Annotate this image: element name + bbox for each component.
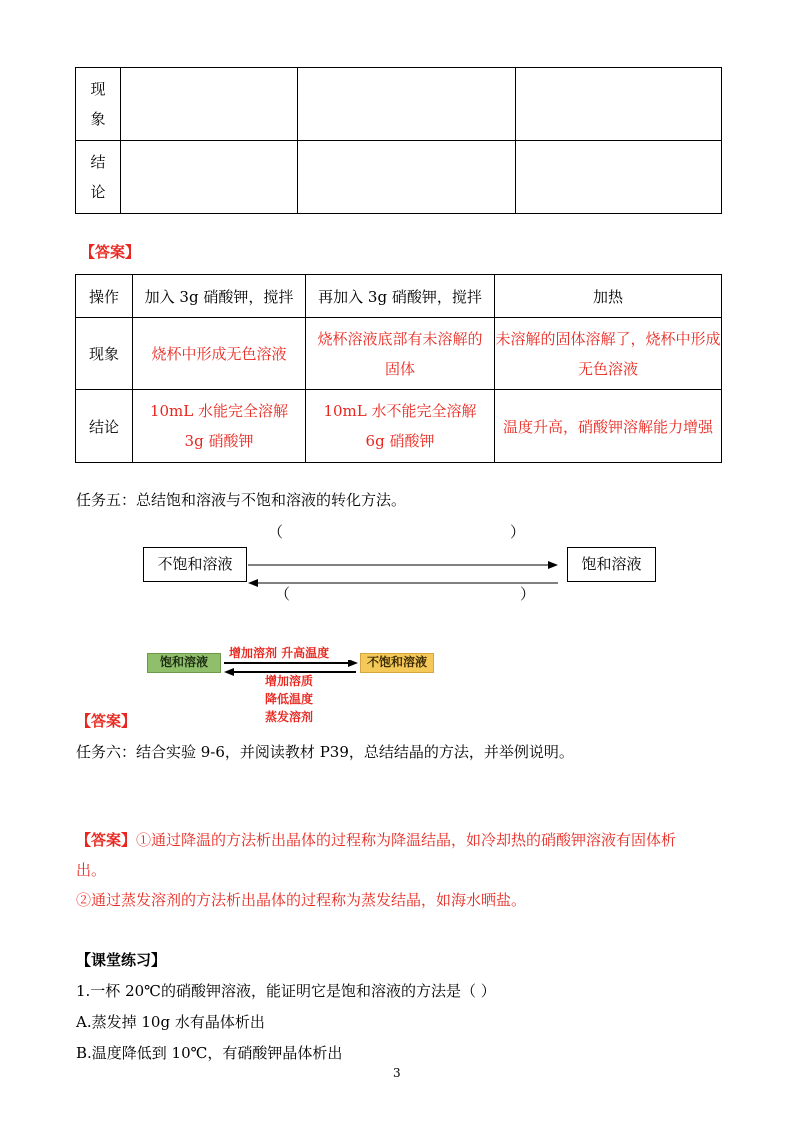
header-add-3g-more: 再加入 3g 硝酸钾，搅拌 <box>306 275 495 318</box>
table-cell: 烧杯中形成无色溶液 <box>133 318 306 390</box>
row-label-conclusion: 结 论 <box>76 141 121 214</box>
unsaturated-tag: 不饱和溶液 <box>360 653 434 673</box>
answer-table <box>75 274 722 463</box>
paren-close: ） <box>520 585 536 603</box>
table-cell: 10mL 水能完全溶解 3g 硝酸钾 <box>133 390 306 463</box>
blank-cell <box>516 68 722 141</box>
answer3-line2: 出。 <box>76 861 107 879</box>
option-a: A.蒸发掉 10g 水有晶体析出 <box>76 1013 265 1031</box>
header-operation: 操作 <box>76 275 133 318</box>
header-heat: 加热 <box>495 275 722 318</box>
header-add-3g: 加入 3g 硝酸钾，搅拌 <box>133 275 306 318</box>
table-cell: 烧杯溶液底部有未溶解的固体 <box>306 318 495 390</box>
paren-close: ） <box>510 523 526 541</box>
blank-cell <box>121 68 298 141</box>
saturated-box: 饱和溶液 <box>567 547 656 582</box>
blank-cell <box>516 141 722 214</box>
paren-open: （ <box>275 585 291 603</box>
task6-text: 任务六：结合实验 9-6，并阅读教材 P39，总结结晶的方法，并举例说明。 <box>76 743 574 761</box>
blank-cell <box>121 141 298 214</box>
answer-label: 【答案】 <box>80 243 141 261</box>
row-label-phenomenon: 现象 <box>76 318 133 390</box>
answer-label: 【答案】 <box>76 712 137 730</box>
table-cell: 温度升高，硝酸钾溶解能力增强 <box>495 390 722 463</box>
answer3-line3: ②通过蒸发溶剂的方法析出晶体的过程称为蒸发结晶，如海水晒盐。 <box>76 891 527 909</box>
answer3-line1 <box>76 830 676 850</box>
task5-text: 任务五：总结饱和溶液与不饱和溶液的转化方法。 <box>76 491 407 509</box>
diagram-bottom-label: 增加溶质 <box>265 674 314 688</box>
saturated-tag: 饱和溶液 <box>147 653 221 673</box>
question-1: 1.一杯 20℃的硝酸钾溶液，能证明它是饱和溶液的方法是（ ） <box>76 982 496 1000</box>
blank-experiment-table <box>75 67 722 214</box>
page-number: 3 <box>393 1066 401 1080</box>
practice-heading: 【课堂练习】 <box>76 951 167 969</box>
blank-cell <box>298 68 516 141</box>
paren-open: （ <box>268 523 284 541</box>
option-b: B.温度降低到 10℃，有硝酸钾晶体析出 <box>76 1044 343 1062</box>
row-label-phenomenon: 现 象 <box>76 68 121 141</box>
diagram-top-label: 增加溶剂 升高温度 <box>229 646 330 660</box>
table-cell: 10mL 水不能完全溶解 6g 硝酸钾 <box>306 390 495 463</box>
blank-cell <box>298 141 516 214</box>
table-cell: 未溶解的固体溶解了，烧杯中形成无色溶液 <box>495 318 722 390</box>
diagram-bottom-label: 降低温度 <box>265 692 314 706</box>
answer-text: ①通过降温的方法析出晶体的过程称为降温结晶，如冷却热的硝酸钾溶液有固体析 <box>136 831 677 849</box>
unsaturated-box: 不饱和溶液 <box>143 547 247 582</box>
row-label-conclusion: 结论 <box>76 390 133 463</box>
diagram-bottom-label: 蒸发溶剂 <box>265 710 314 724</box>
answer-label: 【答案】 <box>76 831 137 849</box>
